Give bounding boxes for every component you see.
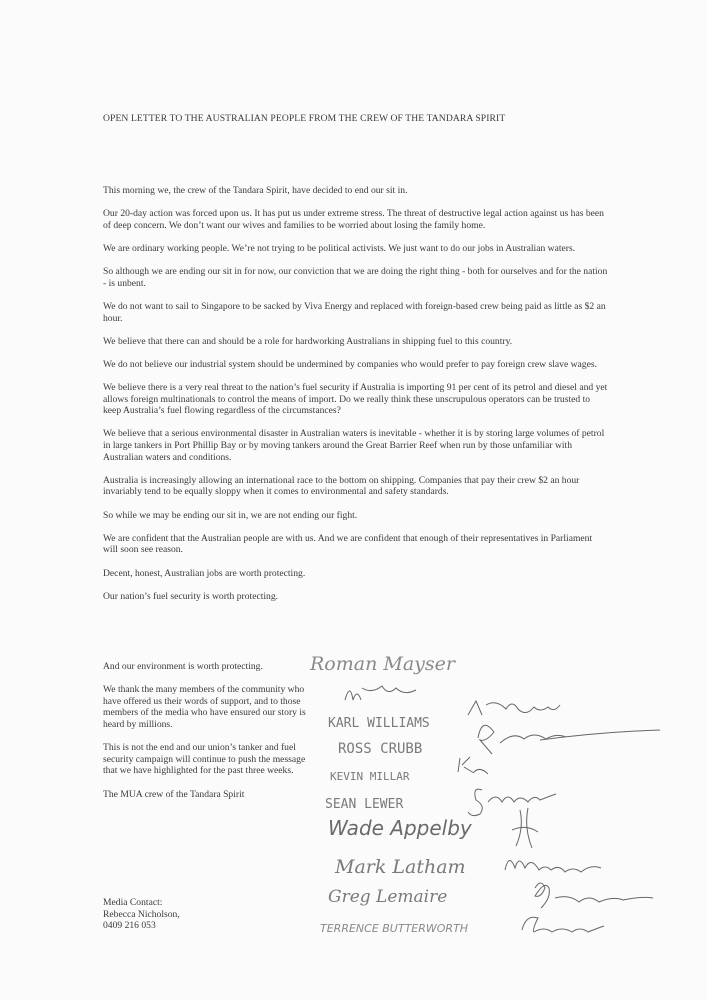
media-contact-phone: 0409 216 053	[103, 920, 156, 932]
signature-scribble	[512, 808, 538, 848]
signature-name: Greg Lemaire	[328, 887, 448, 907]
paragraph: Australia is increasingly allowing an international race to the bottom on shipping. Companies that pay their crew $2 an hour invariably tend to be equally sloppy when it comes to environmental and safety standards.	[103, 474, 580, 498]
letter-closing	[103, 661, 313, 812]
paragraph: We do not believe our industrial system should be undermined by companies who would prefer to pay foreign crew slave wages.	[103, 358, 597, 370]
signature-scribble	[468, 789, 556, 815]
paragraph: We believe that a serious environmental disaster in Australian waters is inevitable - whether it is by storing large volumes of petrol in large tankers in Port Phillip Bay or by moving tankers around the Great Barrier Reef when run by those unfamiliar with Australian waters and conditions.	[103, 428, 605, 463]
signature-name: SEAN LEWER	[325, 797, 404, 812]
media-contact-label: Media Contact:	[103, 897, 163, 908]
signature-name: Wade Appelby	[328, 816, 472, 840]
paragraph: Decent, honest, Australian jobs are worth protecting.	[103, 567, 306, 579]
signature-name: KEVIN MILLAR	[330, 770, 410, 783]
letter-title: OPEN LETTER TO THE AUSTRALIAN PEOPLE FROM THE CREW OF THE TANDARA SPIRIT	[103, 113, 506, 124]
signature-scribble	[505, 860, 601, 872]
paragraph: And our environment is worth protecting.	[103, 661, 263, 672]
paragraph: This morning we, the crew of the Tandara Spirit, have decided to end our sit in.	[103, 185, 408, 196]
paragraph: So while we may be ending our sit in, we are not ending our fight.	[103, 509, 358, 521]
letter-body	[103, 185, 608, 614]
signature-scribble	[478, 725, 660, 754]
signature-name: TERRENCE BUTTERWORTH	[320, 922, 469, 935]
signature-block	[300, 640, 707, 960]
paragraph: We believe there is a very real threat to the nation’s fuel security if Australia is importing 91 per cent of its petrol and diesel and yet allows foreign multinationals to control the means of import. Do we really think these unscrupulous operators can be trusted to keep Australia’s fuel flowing regardless of the circumstances?	[103, 382, 608, 417]
paragraph: We thank the many members of the community who have offered us their words of support, and to those members of the media who have ensured our story is heard by millions.	[103, 684, 306, 730]
signature-scribble	[458, 757, 488, 774]
sign-off: The MUA crew of the Tandara Spirit	[103, 788, 245, 800]
media-contact-name: Rebecca Nicholson,	[103, 908, 180, 920]
paragraph: We are ordinary working people. We’re not trying to be political activists. We just want to do our jobs in Australian waters.	[103, 242, 576, 254]
signature-scribble	[535, 883, 653, 908]
signature-name: Mark Latham	[335, 856, 466, 878]
paragraph: Our 20-day action was forced upon us. It has put us under extreme stress. The threat of destructive legal action against us has been of deep concern. We don’t want our wives and families to be worried about losing the family home.	[103, 208, 604, 231]
paragraph: So although we are ending our sit in for now, our conviction that we are doing the right thing - both for ourselves and for the nation - is unbent.	[103, 266, 608, 289]
signature-name: Roman Mayser	[310, 653, 455, 675]
signature-scribble	[468, 701, 560, 715]
signature-name: ROSS CRUBB	[338, 741, 423, 757]
media-contact	[103, 897, 303, 932]
signature-scribble	[345, 686, 416, 700]
signature-scribble	[522, 917, 604, 932]
paragraph: Our nation’s fuel security is worth protecting.	[103, 590, 279, 602]
paragraph: We believe that there can and should be a role for hardworking Australians in shipping fuel to this country.	[103, 335, 513, 347]
crew-signatures	[300, 640, 707, 960]
paragraph: We are confident that the Australian people are with us. And we are confident that enough of their representatives in Parliament will soon see reason.	[103, 532, 593, 556]
signature-name: KARL WILLIAMS	[328, 716, 430, 731]
paragraph: We do not want to sail to Singapore to be sacked by Viva Energy and replaced with foreign-based crew being paid as little as $2 an hour.	[103, 300, 606, 324]
paragraph: This is not the end and our union’s tanker and fuel security campaign will continue to push the message that we have highlighted for the past three weeks.	[103, 742, 306, 777]
